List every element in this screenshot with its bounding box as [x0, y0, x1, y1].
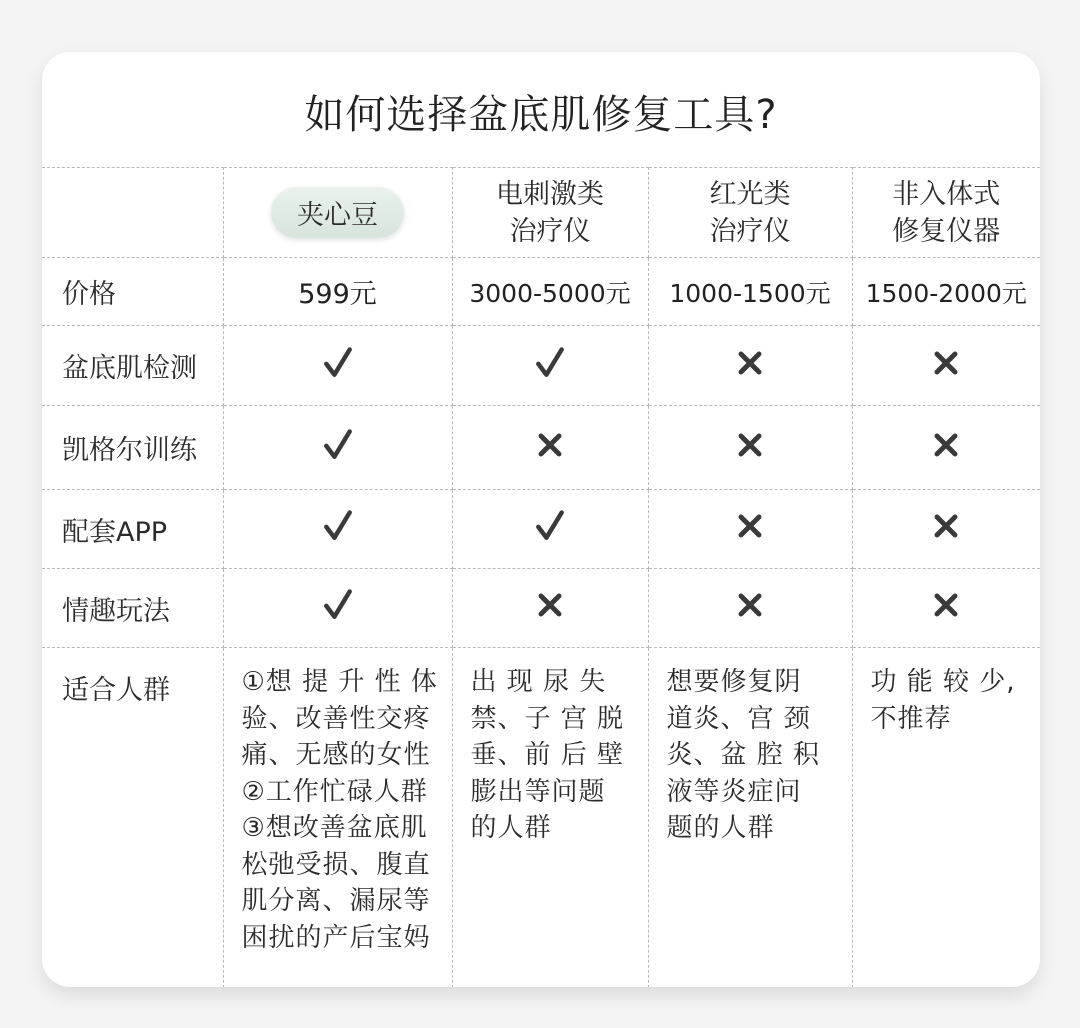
check-icon [320, 508, 356, 544]
fit-text-line: 出 现 尿 失 [470, 667, 607, 697]
comparison-table [42, 167, 1040, 987]
col-head-label: 电刺激类 治疗仪 [496, 178, 604, 247]
price-cell: 3000-5000元 [452, 258, 648, 326]
fit-text-line: 道炎、宫 颈 [666, 703, 811, 734]
cross-icon [928, 587, 964, 623]
price-cell: 599元 [223, 258, 452, 326]
fit-text-line: 肌分离、漏尿等 [241, 886, 431, 916]
fit-text-line: 想要修复阴 [666, 667, 802, 697]
col-head-label: 非入体式 修复仪器 [892, 178, 1001, 247]
fit-text-line: 不推荐 [870, 703, 952, 734]
fit-cell [852, 648, 1040, 988]
fit-text-line: 膨出等问题 [470, 776, 606, 807]
cross-icon [732, 508, 768, 544]
row-price [42, 258, 1040, 326]
mark-cell [852, 569, 1040, 648]
row-detect [42, 326, 1040, 406]
corner-cell [42, 168, 223, 258]
row-app [42, 490, 1040, 569]
cross-icon [732, 587, 768, 623]
cross-icon [732, 345, 768, 381]
mark-cell [452, 406, 648, 490]
mark-cell [452, 569, 648, 648]
fit-text-line: 的人群 [470, 813, 552, 843]
fit-text-line: 液等炎症问 [666, 776, 802, 807]
mark-cell [852, 490, 1040, 569]
row-label-price: 价格 [42, 258, 223, 326]
mark-cell [223, 569, 452, 648]
fit-text-line: 困扰的产后宝妈 [241, 922, 431, 953]
col-head-0 [223, 168, 452, 258]
fit-text-line: 炎、盆 腔 积 [666, 740, 821, 770]
fit-text-line: 垂、前 后 壁 [470, 740, 625, 770]
mark-cell [648, 490, 852, 569]
check-icon [320, 345, 356, 381]
col-head-3 [852, 168, 1040, 258]
header-row [42, 168, 1040, 258]
cross-icon [732, 427, 768, 463]
check-icon [320, 587, 356, 623]
fit-text-line: 松弛受损、腹直 [241, 849, 431, 880]
mark-cell [852, 406, 1040, 490]
price-cell: 1000-1500元 [648, 258, 852, 326]
mark-cell [852, 326, 1040, 406]
comparison-card [42, 52, 1040, 987]
fit-text-line: 题的人群 [666, 813, 775, 843]
fit-text-line: 验、改善性交疼 [241, 703, 431, 734]
row-fun [42, 569, 1040, 648]
cross-icon [928, 427, 964, 463]
row-label-app: 配套APP [42, 490, 223, 569]
col-head-1 [452, 168, 648, 258]
mark-cell [223, 326, 452, 406]
fit-cell [648, 648, 852, 988]
row-label-fun: 情趣玩法 [42, 569, 223, 648]
col-head-label: 红光类 治疗仪 [709, 178, 791, 247]
row-label-detect: 盆底肌检测 [42, 326, 223, 406]
price-cell: 1500-2000元 [852, 258, 1040, 326]
fit-cell [223, 648, 452, 988]
cross-icon [928, 508, 964, 544]
check-icon [320, 427, 356, 463]
mark-cell [223, 406, 452, 490]
col-head-2 [648, 168, 852, 258]
row-label-kegel: 凯格尔训练 [42, 406, 223, 490]
fit-text-line: 功 能 较 少, [870, 667, 1016, 697]
check-icon [532, 345, 568, 381]
row-label-fit: 适合人群 [42, 648, 223, 988]
mark-cell [223, 490, 452, 569]
mark-cell [648, 406, 852, 490]
fit-text-line: 禁、子 宫 脱 [470, 703, 625, 734]
mark-cell [648, 326, 852, 406]
row-kegel [42, 406, 1040, 490]
fit-cell [452, 648, 648, 988]
row-fit [42, 648, 1040, 988]
mark-cell [452, 490, 648, 569]
cross-icon [532, 587, 568, 623]
mark-cell [648, 569, 852, 648]
fit-text-line: 痛、无感的女性 [241, 740, 431, 770]
fit-text-line: ③想改善盆底肌 [241, 813, 428, 843]
cross-icon [928, 345, 964, 381]
fit-text-line: ②工作忙碌人群 [241, 776, 428, 807]
product-pill: 夹心豆 [271, 187, 404, 238]
check-icon [532, 508, 568, 544]
cross-icon [532, 427, 568, 463]
fit-text-line: ①想 提 升 性 体 [241, 667, 438, 697]
page-title: 如何选择盆底肌修复工具? [304, 92, 778, 138]
mark-cell [452, 326, 648, 406]
